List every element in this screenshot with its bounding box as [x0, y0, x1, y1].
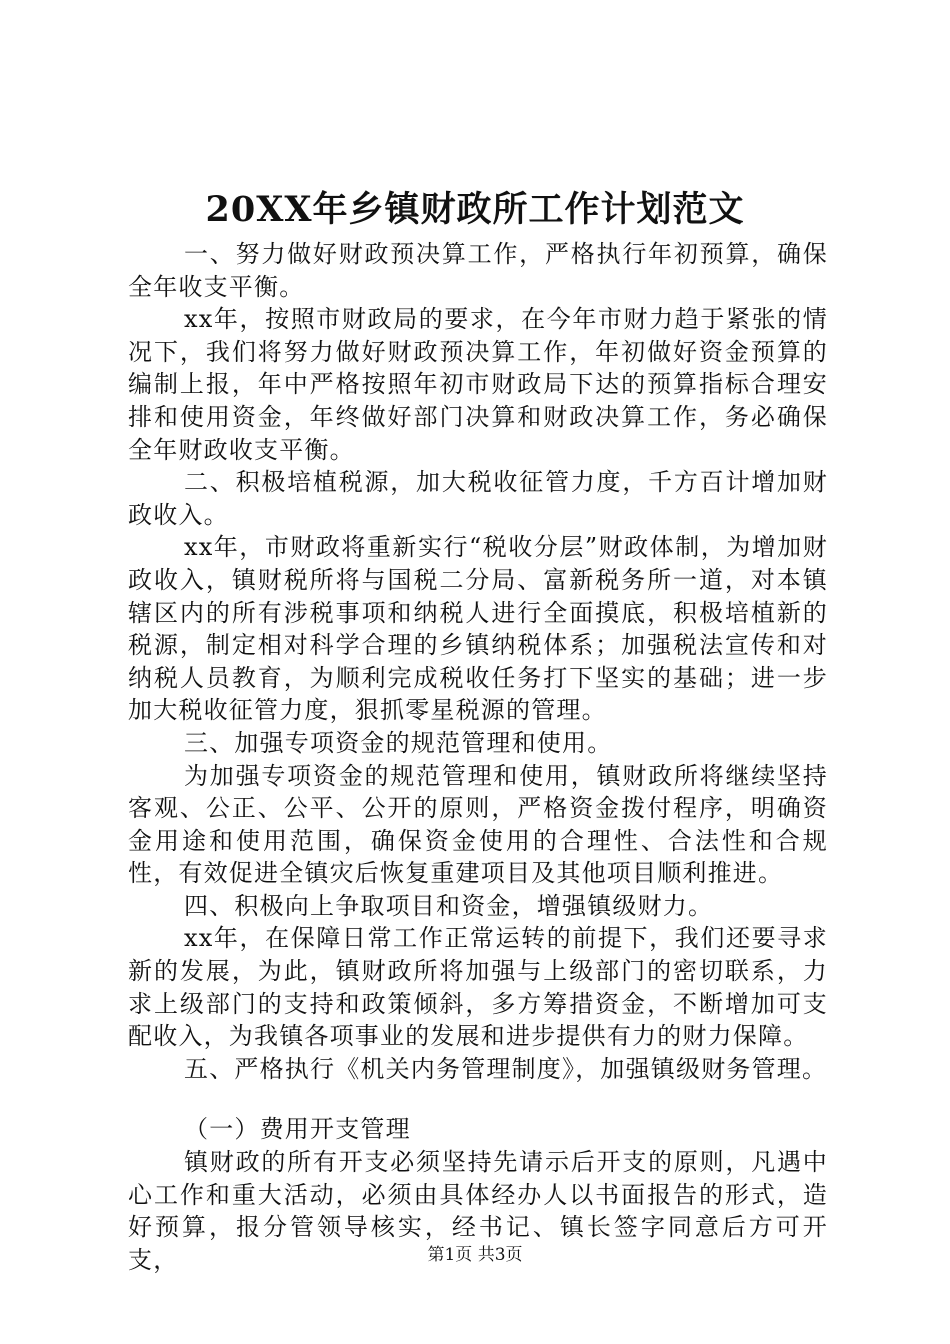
document-title: 20XX年乡镇财政所工作计划范文	[205, 189, 745, 230]
paragraph-heading-4: 四、积极向上争取项目和资金，增强镇级财力。	[184, 891, 714, 920]
subheading-expense-management: （一）费用开支管理	[184, 1115, 411, 1144]
paragraph-heading-1: 一、努力做好财政预决算工作，严格执行年初预算，确保全年收支平衡。	[128, 240, 828, 301]
paragraph-heading-5: 五、严格执行《机关内务管理制度》，加强镇级财务管理。	[184, 1054, 828, 1083]
paragraph-body-4: xx年，在保障日常工作正常运转的前提下，我们还要寻求新的发展，为此，镇财政所将加强与上级部门的密切联系，力求上级部门的支持和政策倾斜，多方筹措资金，不断增加可支配收入，为我镇各项事业的发展和进步提供有力的财力保障。	[128, 924, 828, 1051]
paragraph-body-1: xx年，按照市财政局的要求，在今年市财力趋于紧张的情况下，我们将努力做好财政预决算工作，年初做好资金预算的编制上报，年中严格按照年初市财政局下达的预算指标合理安排和使用资金，年终做好部门决算和财政决算工作，务必确保全年财政收支平衡。	[128, 305, 828, 464]
paragraph-heading-3: 三、加强专项资金的规范管理和使用。	[184, 728, 613, 757]
paragraph-body-2: xx年，市财政将重新实行“税收分层”财政体制，为增加财政收入，镇财税所将与国税二分局、富新税务所一道，对本镇辖区内的所有涉税事项和纳税人进行全面摸底，积极培植新的税源，制定相对科学合理的乡镇纳税体系；加强税法宣传和对纳税人员教育，为顺利完成税收任务打下坚实的基础；进一步加大税收征管力度，狠抓零星税源的管理。	[128, 533, 828, 725]
page-number-footer: 第1页 共3页	[427, 1245, 523, 1265]
paragraph-body-5: 镇财政的所有开支必须坚持先请示后开支的原则，凡遇中心工作和重大活动，必须由具体经办人以书面报告的形式，造好预算，报分管领导核实，经书记、镇长签字同意后方可开支，	[128, 1148, 828, 1274]
document-body	[128, 238, 828, 1276]
paragraph-heading-2: 二、积极培植税源，加大税收征管力度，千方百计增加财政收入。	[128, 468, 828, 529]
paragraph-body-3: 为加强专项资金的规范管理和使用，镇财政所将继续坚持客观、公正、公平、公开的原则，严格资金拨付程序，明确资金用途和使用范围，确保资金使用的合理性、合法性和合规性，有效促进全镇灾后恢复重建项目及其他项目顺利推进。	[128, 761, 828, 888]
